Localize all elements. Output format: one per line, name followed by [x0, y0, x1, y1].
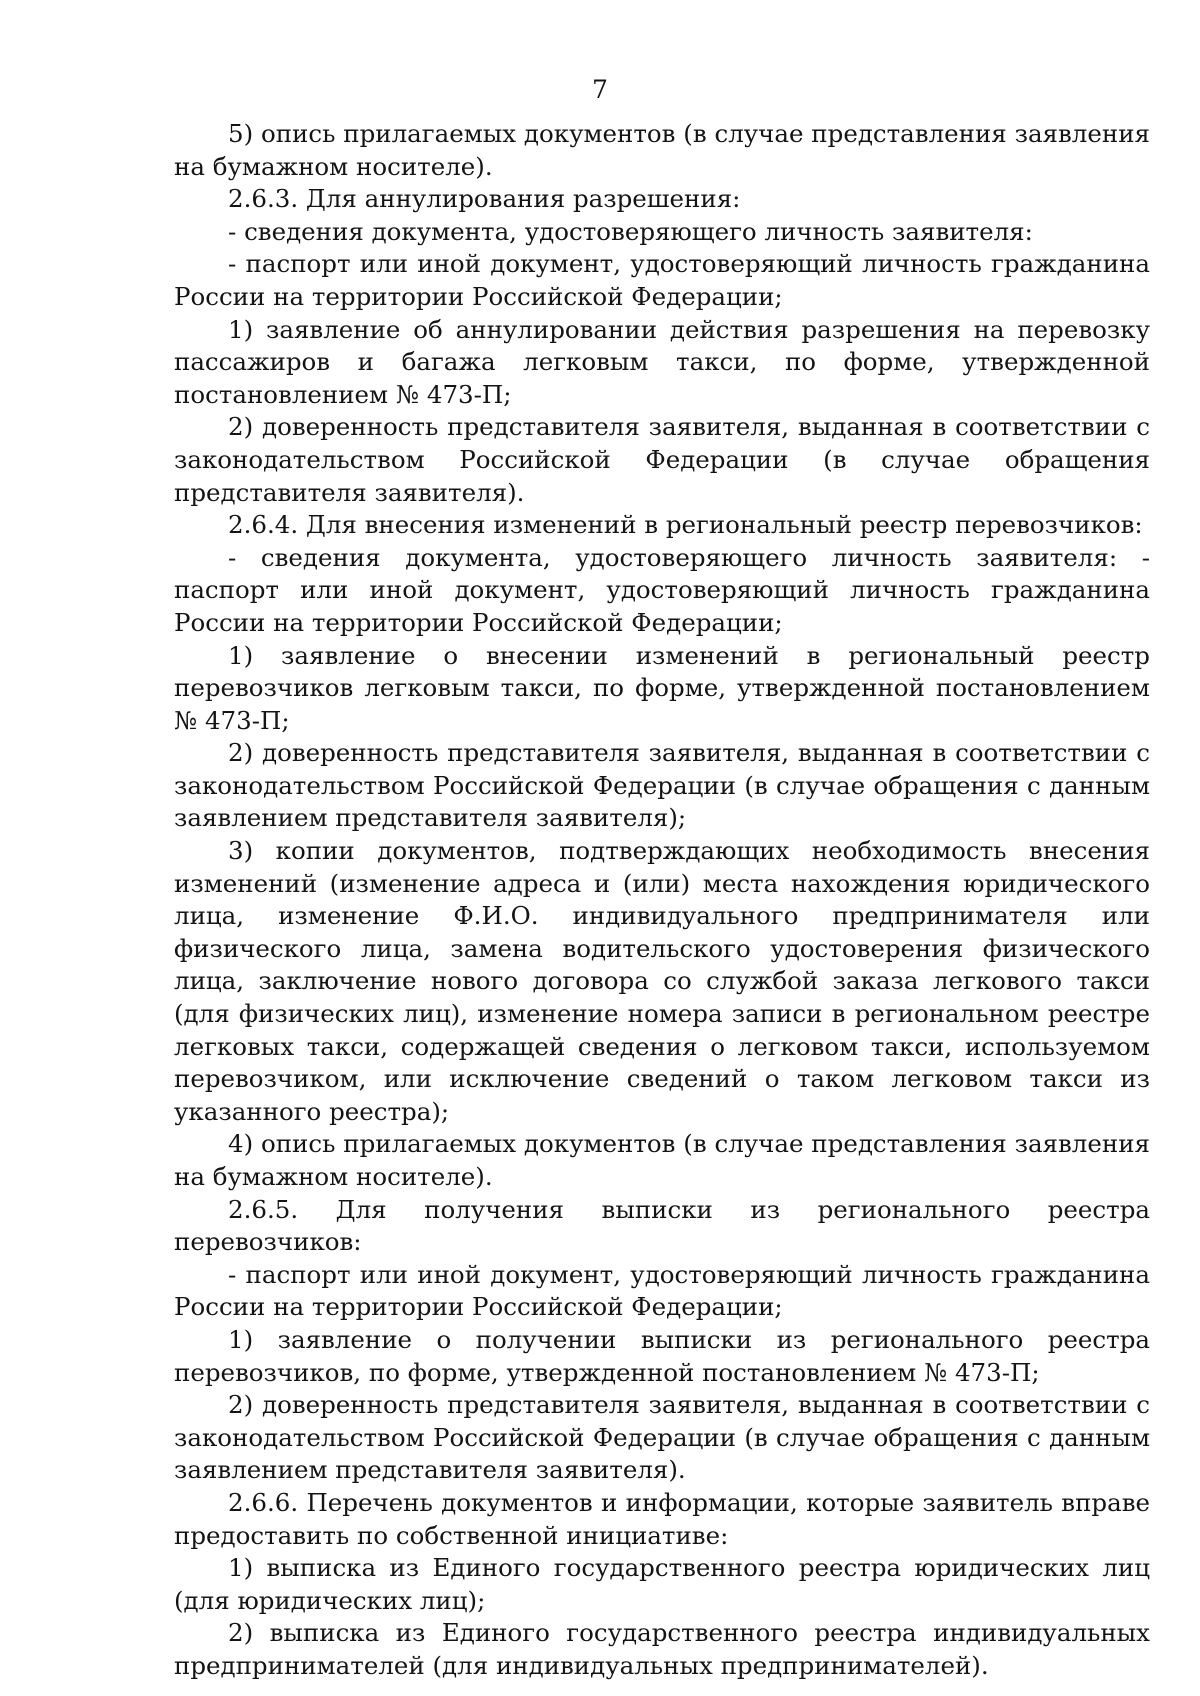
section-heading-2-6-6: 2.6.6. Перечень документов и информации, которые заявитель вправе предоставить по собственной инициативе:	[174, 1487, 1150, 1550]
paragraph-passport: - паспорт или иной документ, удостоверяющий личность гражданина России на территории Российской Федерации;	[174, 249, 1150, 311]
section-heading-2-6-5: 2.6.5. Для получения выписки из регионального реестра перевозчиков:	[174, 1194, 1150, 1257]
section-heading-2-6-3: 2.6.3. Для аннулирования разрешения:	[228, 184, 741, 214]
section-heading-2-6-4: 2.6.4. Для внесения изменений в региональный реестр перевозчиков:	[228, 510, 1143, 540]
paragraph-passport: - паспорт или иной документ, удостоверяющий личность гражданина России на территории Российской Федерации;	[174, 1259, 1150, 1322]
paragraph-item-4-inventory: 4) опись прилагаемых документов (в случае представления заявления на бумажном носителе).	[174, 1129, 1150, 1191]
paragraph-document-copies: 3) копии документов, подтверждающих необходимость внесения изменений (изменение адреса и (или) места нахождения юридического лица, изменение Ф.И.О. индивидуального предпринимателя или физического лица, замена водительского удостоверения физического лица, заключение нового договора со службой заказа легкового такси (для физических лиц), изменение номера записи в региональном реестре легковых такси, содержащей сведения о легковом такси, используемом перевозчиком, или исключение сведений о таком легковом такси из указанного реестра);	[174, 836, 1150, 1126]
paragraph-item-5-inventory: 5) опись прилагаемых документов (в случае представления заявления на бумажном носителе).	[174, 119, 1150, 181]
paragraph-identity-info: - сведения документа, удостоверяющего личность заявителя:	[228, 216, 1033, 246]
page-number: 7	[592, 75, 608, 104]
paragraph-power-of-attorney: 2) доверенность представителя заявителя, выданная в соответствии с законодательством Российской Федерации (в случае обращения с данным заявлением представителя заявителя);	[174, 738, 1150, 833]
paragraph-power-of-attorney: 2) доверенность представителя заявителя, выданная в соответствии с законодательством Российской Федерации (в случае обращения представителя заявителя).	[174, 412, 1150, 507]
paragraph-identity-info-passport: - сведения документа, удостоверяющего личность заявителя: - паспорт или иной документ, удостоверяющий личность гражданина России на территории Российской Федерации;	[174, 542, 1150, 637]
paragraph-registry-change-application: 1) заявление о внесении изменений в региональный реестр перевозчиков легковым такси, по форме, утвержденной постановлением № 473-П;	[174, 640, 1150, 735]
document-body	[174, 118, 1150, 1683]
paragraph-power-of-attorney: 2) доверенность представителя заявителя, выданная в соответствии с законодательством Российской Федерации (в случае обращения с данным заявлением представителя заявителя).	[174, 1390, 1150, 1485]
paragraph-legal-entities-extract: 1) выписка из Единого государственного реестра юридических лиц (для юридических лиц);	[174, 1553, 1150, 1615]
paragraph-cancellation-application: 1) заявление об аннулировании действия разрешения на перевозку пассажиров и багажа легковым такси, по форме, утвержденной постановлением № 473-П;	[174, 314, 1150, 409]
paragraph-extract-application: 1) заявление о получении выписки из регионального реестра перевозчиков, по форме, утвержденной постановлением № 473-П;	[174, 1324, 1150, 1387]
paragraph-entrepreneurs-extract: 2) выписка из Единого государственного реестра индивидуальных предпринимателей (для индивидуальных предпринимателей).	[174, 1618, 1150, 1680]
